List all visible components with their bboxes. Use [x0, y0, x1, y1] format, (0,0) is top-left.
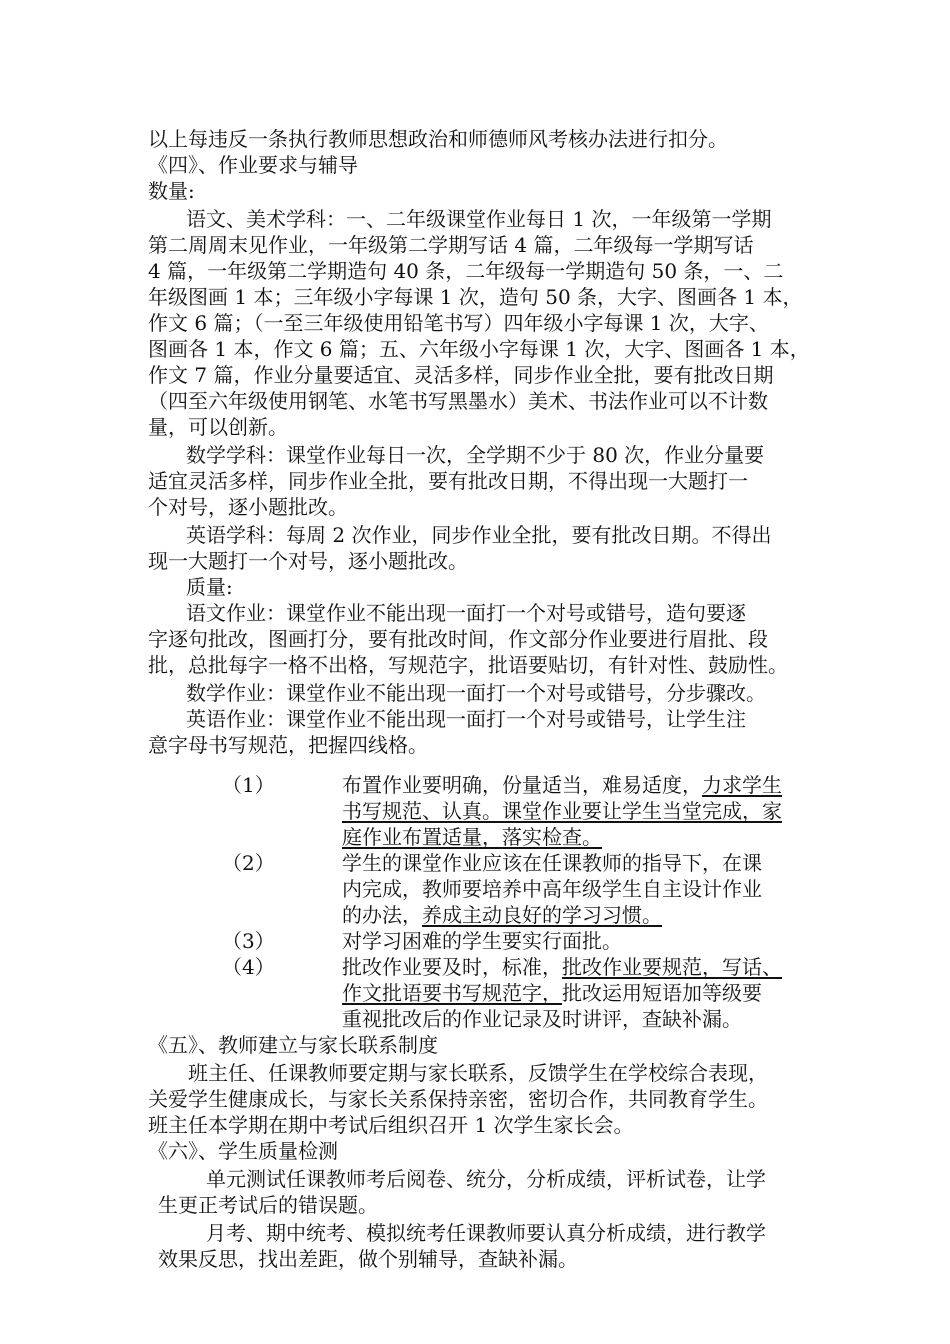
text-line: 意字母书写规范，把握四线格。: [148, 733, 428, 757]
text-line: 班主任、任课教师要定期与家长联系，反馈学生在学校综合表现，: [188, 1061, 768, 1085]
text-line: 数学作业：课堂作业不能出现一面打一个对号或错号，分步骤改。: [186, 681, 766, 705]
list-number: （4）: [222, 955, 275, 979]
text-line: 效果反思，找出差距，做个别辅导，查缺补漏。: [158, 1247, 578, 1271]
text-line: 关爱学生健康成长，与家长关系保持亲密，密切合作，共同教育学生。: [148, 1087, 768, 1111]
list-item-text: 布置作业要明确，份量适当，难易适度，力求学生: [342, 773, 782, 797]
text-line: （四至六年级使用钢笔、水笔书写黑墨水）美术、书法作业可以不计数: [148, 389, 768, 413]
text-line: 生更正考试后的错误题。: [158, 1193, 378, 1217]
text-line: 语文、美术学科：一、二年级课堂作业每日 1 次，一年级第一学期: [186, 207, 772, 231]
text-line: 以上每违反一条执行教师思想政治和师德师风考核办法进行扣分。: [148, 127, 728, 151]
list-item-text: 的办法，养成主动良好的学习习惯。: [342, 903, 662, 927]
text-line: 量，可以创新。: [148, 415, 288, 439]
list-item-text: 重视批改后的作业记录及时讲评，查缺补漏。: [342, 1007, 742, 1031]
list-item-text: 对学习困难的学生要实行面批。: [342, 929, 622, 953]
text-line: 英语作业：课堂作业不能出现一面打一个对号或错号，让学生注: [186, 707, 746, 731]
text-line: 数学学科：课堂作业每日一次，全学期不少于 80 次，作业分量要: [186, 443, 765, 467]
text-line: 作文 7 篇，作业分量要适宜、灵活多样，同步作业全批，要有批改日期: [148, 363, 774, 387]
list-item-text: 作文批语要书写规范字，批改运用短语加等级要: [342, 981, 762, 1005]
list-item-text: 内完成，教师要培养中高年级学生自主设计作业: [342, 877, 762, 901]
text-line: 作文 6 篇；（一至三年级使用铅笔书写）四年级小字每课 1 次，大字、: [148, 311, 769, 335]
section-heading: 《六》、学生质量检测: [148, 1139, 338, 1163]
list-number: （1）: [222, 773, 275, 797]
text-line: 英语学科：每周 2 次作业，同步作业全批，要有批改日期。不得出: [186, 523, 772, 547]
text-line: 第二周周末见作业，一年级第二学期写话 4 篇，二年级每一学期写话: [148, 233, 754, 257]
section-heading: 《四》、作业要求与辅导: [148, 153, 358, 177]
list-number: （2）: [222, 851, 275, 875]
subheading: 质量:: [186, 575, 233, 599]
text-line: 字逐句批改，图画打分，要有批改时间，作文部分作业要进行眉批、段: [148, 627, 768, 651]
list-item-text: 书写规范、认真。课堂作业要让学生当堂完成，家: [342, 799, 782, 823]
subheading: 数量:: [148, 179, 195, 203]
text-line: 单元测试任课教师考后阅卷、统分，分析成绩，评析试卷，让学: [206, 1167, 766, 1191]
text-line: 个对号，逐小题批改。: [148, 495, 348, 519]
list-item-text: 学生的课堂作业应该在任课教师的指导下，在课: [342, 851, 762, 875]
text-line: 语文作业：课堂作业不能出现一面打一个对号或错号，造句要逐: [186, 601, 746, 625]
section-heading: 《五》、教师建立与家长联系制度: [148, 1033, 438, 1057]
list-item-text: 批改作业要及时，标准，批改作业要规范，写话、: [342, 955, 782, 979]
text-line: 班主任本学期在期中考试后组织召开 1 次学生家长会。: [148, 1113, 634, 1137]
text-line: 图画各 1 本，作文 6 篇；五、六年级小字每课 1 次，大字、图画各 1 本，: [148, 337, 810, 361]
list-number: （3）: [222, 929, 275, 953]
text-line: 年级图画 1 本；三年级小字每课 1 次，造句 50 条，大字、图画各 1 本，: [148, 285, 803, 309]
list-item-text: 庭作业布置适量，落实检查。: [342, 825, 602, 849]
text-line: 批，总批每字一格不出格，写规范字，批语要贴切，有针对性、鼓励性。: [148, 653, 788, 677]
text-line: 月考、期中统考、模拟统考任课教师要认真分析成绩，进行教学: [206, 1221, 766, 1245]
text-line: 现一大题打一个对号，逐小题批改。: [148, 549, 468, 573]
text-line: 4 篇，一年级第二学期造句 40 条，二年级每一学期造句 50 条，一、二: [148, 259, 784, 283]
text-line: 适宜灵活多样，同步作业全批，要有批改日期，不得出现一大题打一: [148, 469, 748, 493]
